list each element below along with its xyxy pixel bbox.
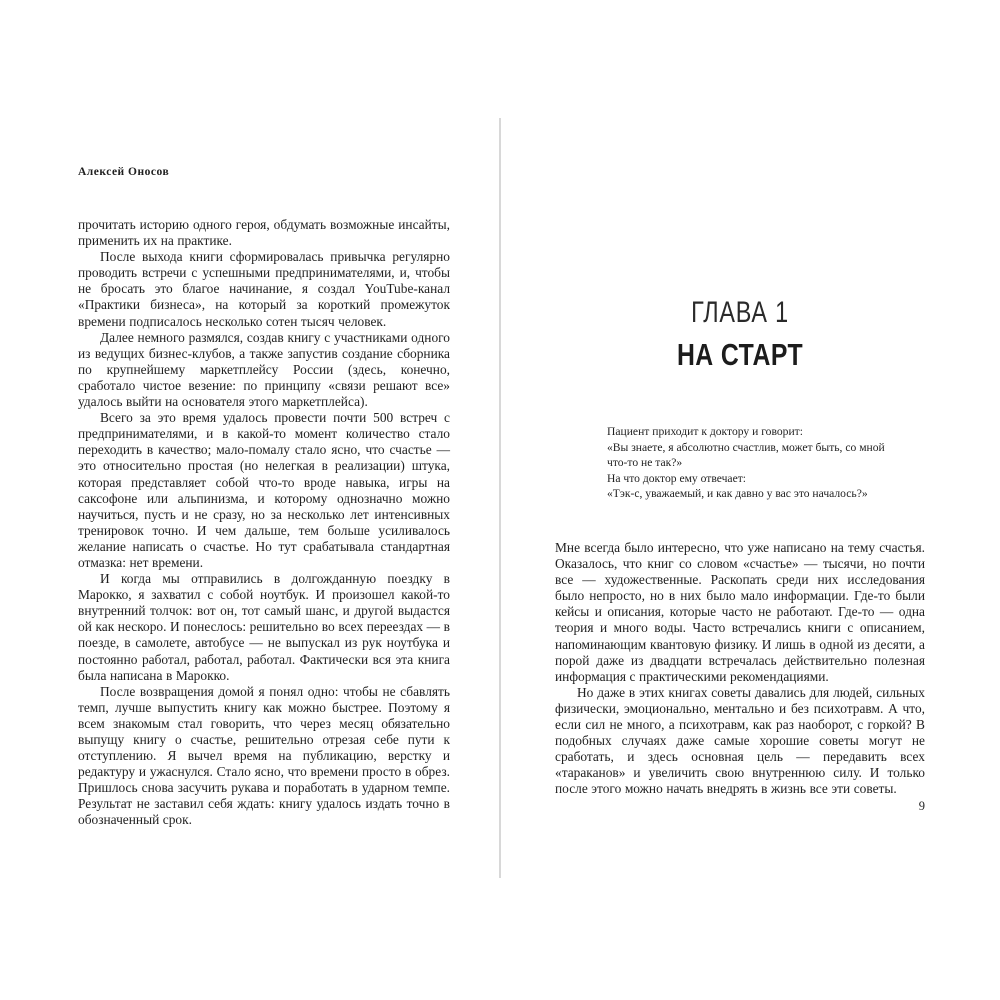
paragraph: И когда мы отправились в долгожданную поездку в Марокко, я захватил с собой ноутбук. И произошел какой-то внутренний толчок: вот он, тот самый шанс, и другой выдастся ой как нескоро. И понеслось: решительно во всех переездах — в поезде, в самолете, автобусе — не выпускал из рук ноутбука и постоянно работал, работал, работал. Фактически вся эта книга была написана в Марокко. (78, 571, 450, 683)
page-number: 9 (918, 799, 925, 813)
paragraph: После выхода книги сформировалась привычка регулярно проводить встречи с успешными предпринимателями, и, чтобы не бросать это благое начинание, я создал YouTube-канал «Практики бизнеса», на который за короткий промежуток времени подписалось несколько сотен тысяч человек. (78, 249, 450, 329)
chapter-number-heading: ГЛАВА 1 (691, 296, 789, 329)
epigraph-line: Пациент приходит к доктору и говорит: (607, 425, 803, 438)
paragraph: Далее немного размялся, создав книгу с участниками одного из ведущих бизнес-клубов, а также запустив создание сборника по крупнейшему маркетплейсу России (здесь, конечно, сработало чистое везение: по принципу «связи решают все» удалось выйти на основателя этого маркетплейса). (78, 329, 450, 410)
paragraph: После возвращения домой я понял одно: чтобы не сбавлять темп, лучше выпустить книгу как можно быстрее. Поэтому я всем знакомым стал говорить, что через месяц обязательно выпущу книгу о счастье, решительно отрезая себе пути к отступлению. Я вычел время на публикацию, верстку и редактуру и ужаснулся. Стало ясно, что времени просто в обрез. Пришлось снова засучить рукава и поработать в ударном темпе. Результат не заставил себя ждать: книгу удалось издать точно в обозначенный срок. (78, 683, 450, 828)
paragraph: Но даже в этих книгах советы давались для людей, сильных физически, эмоционально, ментально и без психотравм. А что, если сил не много, а психотравм, как раз наоборот, с горкой? В подобных случаях даже самые хорошие советы могут не сработать, и здесь основная цель — передавить всех «тараканов» и увеличить свою внутреннюю силу. И только после этого можно начать внедрять в жизнь все эти советы. (555, 684, 925, 797)
epigraph (607, 424, 907, 502)
chapter-title-heading: НА СТАРТ (676, 337, 804, 372)
paragraph: прочитать историю одного героя, обдумать возможные инсайты, применить их на практике. (78, 217, 450, 249)
epigraph-line: «Тэк-с, уважаемый, и как давно у вас это началось?» (607, 487, 868, 501)
page-gutter-divider (499, 118, 501, 878)
epigraph-line: «Вы знаете, я абсолютно счастлив, может быть, со мной что-то не так?» (607, 440, 885, 470)
paragraph: Мне всегда было интересно, что уже написано на тему счастья. Оказалось, что книг со словом «счастье» — тысячи, но почти все — художественные. Раскопать среди них исследования было непросто, но в них было мало информации. Где-то были кейсы и описания, которые часто не работают. Где-то — одна теория и много воды. Часто встречались книги с описанием, напоминающим квантовую физику. И лишь в одной из десяти, а порой даже из двадцати встречалась действительно полезная информация с практическими рекомендациями. (555, 540, 925, 684)
left-page-text-column (78, 217, 450, 829)
right-page-text-column (555, 540, 925, 798)
running-header-author: Алексей Оносов (78, 166, 170, 178)
paragraph: Всего за это время удалось провести почти 500 встреч с предпринимателями, и в какой-то момент количество стало переходить в качество; мало-помалу стало ясно, что счастье — это относительно простая (но нелегкая в реализации) штука, которая представляет собой что-то вроде навыка, игры на саксофоне или альпинизма, и которому однозначно можно научиться, пусть и не сразу, но за несколько лет интенсивных тренировок точно. И чем дальше, тем больше усиливалось желание написать о счастье. Но тут срабатывала стандартная отмазка: нет времени. (78, 410, 450, 570)
epigraph-line: На что доктор ему отвечает: (607, 471, 746, 485)
